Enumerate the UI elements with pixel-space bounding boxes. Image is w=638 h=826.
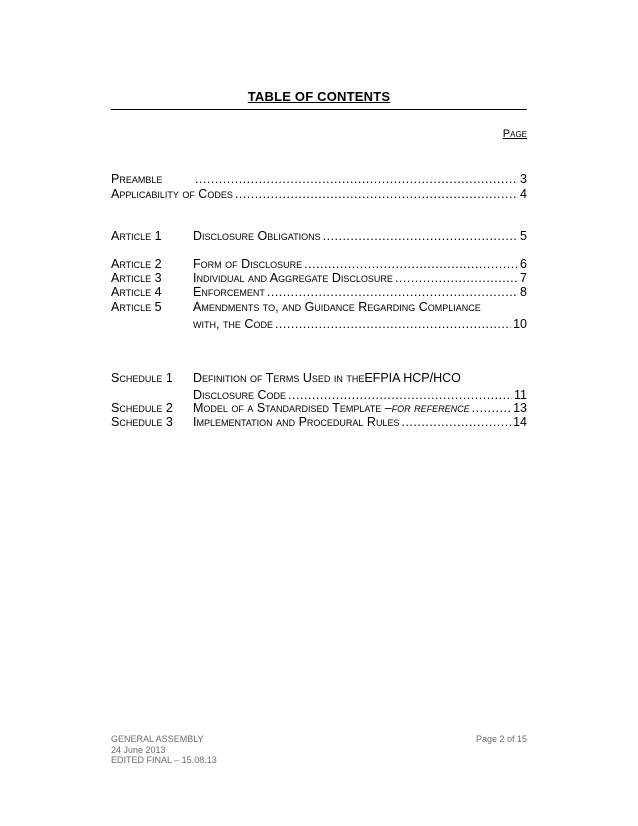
toc-entry-applicability[interactable] — [111, 187, 527, 202]
toc-page-number: 13 — [513, 401, 527, 415]
toc-entry-schedule-3[interactable] — [111, 415, 527, 430]
toc-page-number: 8 — [520, 285, 527, 299]
toc-page-number: 3 — [520, 172, 527, 186]
toc-page-number: 11 — [514, 388, 527, 402]
toc-text-italic: for reference — [391, 401, 470, 415]
toc-entry-article-3[interactable] — [111, 271, 527, 286]
toc-page-number: 6 — [520, 257, 527, 271]
toc-entry-article-4[interactable] — [111, 285, 527, 300]
toc-text: Implementation and Procedural Rules — [193, 415, 400, 429]
footer-line-edition: EDITED FINAL – 15.08.13 — [111, 755, 217, 765]
toc-text: Disclosure Obligations — [193, 229, 321, 243]
toc-text-acronym: EFPIA HCP/HCO — [364, 371, 461, 385]
page-column-heading: Page — [502, 128, 527, 140]
toc-label: Preamble — [111, 172, 163, 186]
page-title: TABLE OF CONTENTS — [247, 89, 391, 104]
dot-leader — [395, 271, 518, 286]
toc-page-number: 7 — [520, 271, 527, 285]
toc-page-number: 14 — [513, 415, 527, 429]
footer-line-assembly: GENERAL ASSEMBLY — [111, 734, 204, 744]
toc-page-number: 5 — [520, 229, 527, 243]
toc-label: Article 2 — [111, 257, 162, 271]
footer-line-date: 24 June 2013 — [111, 744, 166, 755]
toc-label: Schedule 1 — [111, 371, 173, 385]
dot-leader — [323, 229, 518, 244]
toc-text-line-2: Disclosure Code — [193, 388, 287, 402]
toc-label: Article 3 — [111, 271, 162, 285]
title-divider — [111, 109, 527, 110]
toc-text: Applicability of Codes — [111, 187, 233, 201]
footer-page-info: Page 2 of 15 — [475, 734, 527, 744]
toc-entry-preamble[interactable] — [111, 172, 527, 187]
toc-text: Model of a Standardised Template – — [193, 401, 392, 415]
dot-leader — [472, 401, 511, 416]
toc-text-line-2: with, the Code — [193, 317, 273, 331]
toc-entry-article-2[interactable] — [111, 257, 527, 272]
toc-entry-article-1[interactable] — [111, 229, 527, 244]
dot-leader — [304, 257, 518, 272]
toc-label: Article 5 — [111, 300, 162, 314]
dot-leader — [275, 317, 511, 332]
toc-entry-schedule-1[interactable] — [111, 371, 527, 403]
toc-text-line-1: Definition of Terms Used in the — [193, 371, 365, 385]
toc-page-number: 10 — [513, 317, 527, 331]
footer-left — [111, 734, 217, 766]
toc-text: Enforcement — [193, 285, 265, 299]
toc-text-line-1: Amendments to, and Guidance Regarding Compliance — [193, 300, 481, 314]
dot-leader — [267, 285, 518, 300]
dot-leader — [235, 187, 518, 202]
dot-leader — [401, 415, 511, 430]
toc-label: Schedule 3 — [111, 415, 173, 429]
toc-label: Article 1 — [111, 229, 162, 243]
toc-text: Individual and Aggregate Disclosure — [193, 271, 393, 285]
toc-label: Article 4 — [111, 285, 162, 299]
toc-page-number: 4 — [520, 187, 527, 201]
toc-text: Form of Disclosure — [193, 257, 303, 271]
toc-entry-article-5[interactable] — [111, 300, 527, 332]
dot-leader — [195, 172, 518, 187]
toc-entry-schedule-2[interactable] — [111, 401, 527, 416]
toc-label: Schedule 2 — [111, 401, 173, 415]
